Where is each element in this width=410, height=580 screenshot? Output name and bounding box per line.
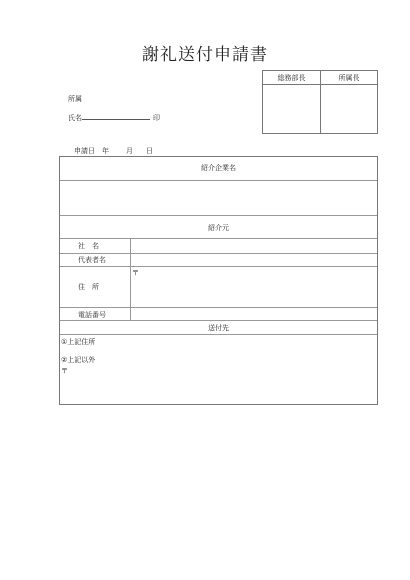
document-title: 謝礼送付申請書 [142, 45, 268, 65]
divider [60, 253, 377, 254]
representative-label: 代表者名 [78, 256, 106, 264]
send-to-heading: 送付先 [208, 324, 229, 332]
postal-mark-other: 〒 [61, 367, 68, 375]
divider [60, 215, 377, 216]
divider [60, 307, 377, 308]
name-label: 氏名 [68, 114, 82, 122]
approval-stamp-cell-general-manager[interactable] [263, 85, 321, 133]
postal-mark: 〒 [132, 269, 139, 277]
address-label: 住 所 [78, 283, 99, 291]
application-form-table [59, 156, 378, 405]
introducer-heading: 紹介元 [208, 224, 229, 232]
divider [60, 238, 377, 239]
application-date-label: 申請日 [74, 147, 95, 155]
divider [60, 266, 377, 267]
date-month-label: 月 [126, 147, 133, 155]
date-year-label: 年 [102, 147, 109, 155]
send-to-option-same-address[interactable]: ①上記住所 [61, 338, 96, 346]
introduced-company-heading: 紹介企業名 [201, 164, 236, 172]
divider [60, 320, 377, 321]
date-day-label: 日 [146, 147, 153, 155]
approval-stamp-cell-dept-head[interactable] [321, 85, 377, 133]
divider [60, 180, 377, 181]
divider [60, 334, 377, 335]
approval-header-general-manager: 総務部長 [263, 71, 321, 85]
phone-label: 電話番号 [78, 311, 106, 319]
approval-header-dept-head: 所属長 [321, 71, 377, 85]
name-field[interactable] [82, 119, 150, 120]
seal-label: 印 [153, 114, 160, 122]
department-label: 所属 [68, 95, 82, 103]
company-name-label: 社 名 [78, 242, 99, 250]
send-to-option-other-address[interactable]: ②上記以外 [61, 356, 96, 364]
approval-stamp-table [262, 70, 378, 134]
